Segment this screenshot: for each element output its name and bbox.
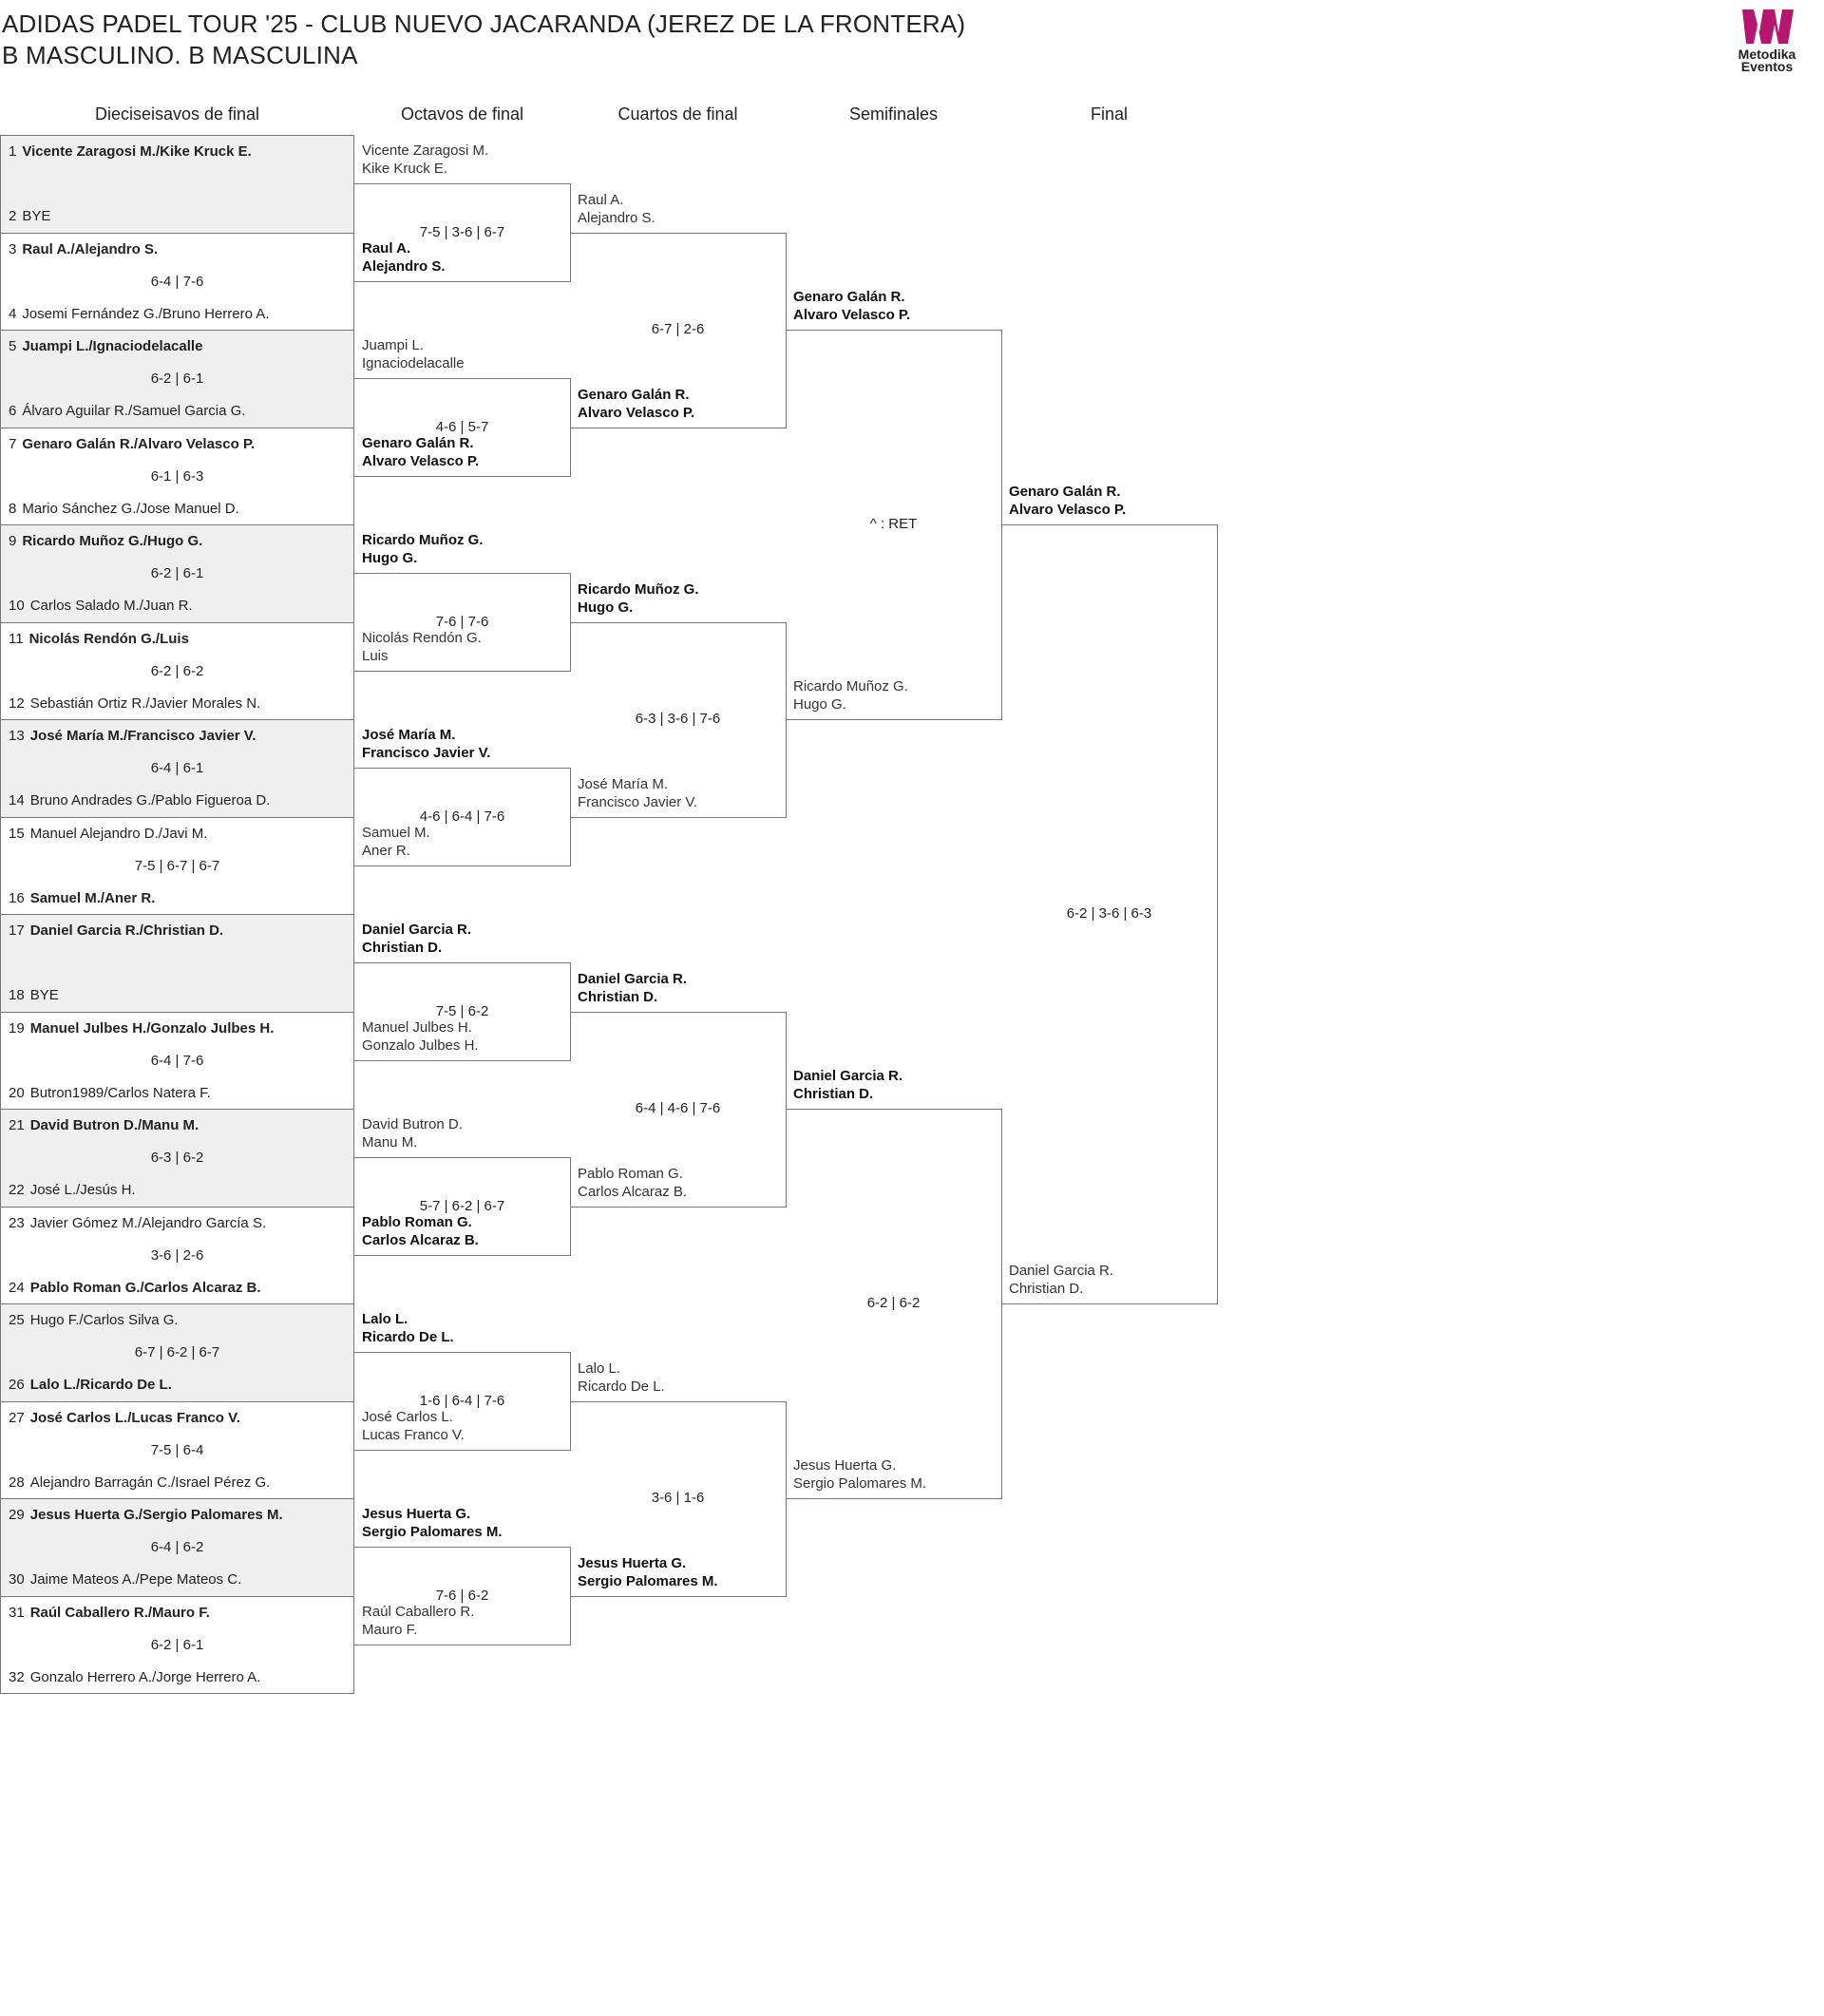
player-name: Genaro Galán R.	[793, 289, 905, 305]
r32-team-bottom	[9, 208, 50, 224]
r32-team-bottom	[9, 1182, 136, 1198]
player-name: Ricardo Muñoz G.	[793, 678, 908, 694]
player-name: Gonzalo Julbes H.	[362, 1037, 479, 1054]
r16-match-score: 7-5 | 6-2	[435, 1002, 489, 1019]
seed-number: 27	[9, 1409, 25, 1426]
r16-team-bottom	[362, 629, 482, 665]
player-name: Kike Kruck E.	[362, 161, 448, 178]
r16-match-score: 1-6 | 6-4 | 7-6	[419, 1392, 505, 1409]
seed-number: 20	[9, 1084, 25, 1101]
seed-number: 16	[9, 889, 25, 906]
r16-match-score: 5-7 | 6-2 | 6-7	[419, 1197, 505, 1214]
r16-match-score: 7-6 | 7-6	[435, 613, 489, 630]
seed-number: 18	[9, 987, 25, 1003]
r32-team-bottom	[9, 1474, 270, 1491]
r16-connector-top	[354, 1157, 570, 1158]
r32-team-top	[9, 826, 207, 842]
r32-team-top	[9, 922, 223, 939]
qf-connector-bottom	[570, 1207, 786, 1208]
seed-number: 25	[9, 1312, 25, 1328]
seed-number: 31	[9, 1604, 25, 1621]
r32-team-top	[9, 1020, 274, 1037]
team-name: Manuel Alejandro D./Javi M.	[29, 825, 208, 842]
player-name: Lucas Franco V.	[362, 1426, 465, 1443]
r16-match-score: 7-6 | 6-2	[435, 1587, 489, 1604]
r32-team-bottom	[9, 1085, 211, 1101]
round-header-sf: Semifinales	[848, 105, 939, 124]
player-name: Sergio Palomares M.	[362, 1524, 503, 1541]
r16-team-bottom	[362, 1408, 465, 1444]
player-name: Christian D.	[362, 940, 443, 957]
player-name: Alvaro Velasco P.	[578, 404, 695, 421]
player-name: Pablo Roman G.	[578, 1165, 683, 1182]
r16-connector-bottom	[354, 671, 570, 672]
r16-connector-top	[354, 573, 570, 574]
team-name: Samuel M./Aner R.	[29, 889, 156, 906]
seed-number: 6	[9, 403, 17, 419]
seed-number: 26	[9, 1377, 25, 1393]
r32-team-top	[9, 1410, 240, 1426]
r16-team-top	[362, 531, 484, 567]
sf-connector-top	[786, 1109, 1001, 1110]
team-name: Juampi L./Ignaciodelacalle	[22, 338, 203, 354]
player-name: Juampi L.	[362, 337, 425, 354]
seed-number: 8	[9, 500, 17, 517]
player-name: Lalo L.	[362, 1311, 408, 1328]
player-name: Hugo G.	[362, 550, 418, 567]
r32-team-top	[9, 143, 252, 160]
r32-team-bottom	[9, 1377, 172, 1393]
qf-connector-top	[570, 233, 786, 234]
r32-match[interactable]	[0, 817, 354, 916]
player-name: Ricardo Muñoz G.	[362, 532, 484, 549]
team-name: BYE	[29, 987, 59, 1003]
r32-team-bottom	[9, 1669, 260, 1685]
r16-team-top	[362, 336, 465, 372]
r16-team-bottom	[362, 239, 446, 276]
seed-number: 28	[9, 1474, 25, 1491]
r32-team-bottom	[9, 501, 239, 517]
player-name: Alvaro Velasco P.	[1009, 502, 1127, 518]
player-name: Christian D.	[793, 1086, 874, 1102]
player-name: Alvaro Velasco P.	[362, 452, 480, 469]
player-name: Daniel Garcia R.	[793, 1068, 903, 1084]
player-name: Genaro Galán R.	[578, 386, 690, 403]
round-header-r32: Dieciseisavos de final	[94, 105, 260, 124]
match-score: 6-3 | 6-2	[150, 1150, 204, 1166]
player-name: Jesus Huerta G.	[362, 1506, 471, 1523]
player-name: Manuel Julbes H.	[362, 1018, 472, 1036]
sf-connector-bottom	[786, 719, 1001, 720]
qf-match-score: 6-3 | 3-6 | 7-6	[635, 711, 721, 727]
player-name: Carlos Alcaraz B.	[578, 1183, 688, 1200]
player-name: Raul A.	[578, 191, 624, 208]
r16-match-score: 4-6 | 5-7	[435, 418, 489, 435]
team-name: Bruno Andrades G./Pablo Figueroa D.	[29, 792, 271, 808]
r16-connector-bottom	[354, 865, 570, 866]
seed-number: 7	[9, 435, 17, 452]
player-name: Vicente Zaragosi M.	[362, 143, 489, 160]
team-name: Carlos Salado M./Juan R.	[29, 598, 193, 614]
r32-match[interactable]	[0, 1596, 354, 1695]
player-name: Ricardo Muñoz G.	[578, 580, 699, 598]
qf-match-score: 6-4 | 4-6 | 7-6	[635, 1100, 721, 1116]
category-title: B MASCULINO. B MASCULINA	[2, 41, 358, 69]
r32-team-top	[9, 1215, 266, 1231]
team-name: David Butron D./Manu M.	[29, 1117, 200, 1133]
seed-number: 19	[9, 1019, 25, 1037]
r32-team-bottom	[9, 403, 245, 419]
r32-team-bottom	[9, 792, 270, 808]
team-name: Genaro Galán R./Alvaro Velasco P.	[22, 435, 256, 452]
player-name: Sergio Palomares M.	[793, 1475, 927, 1492]
final-connector-top	[1001, 524, 1217, 525]
r32-team-top	[9, 631, 189, 647]
qf-connector-top	[570, 1401, 786, 1402]
r32-team-top	[9, 436, 255, 452]
qf-connector-top	[570, 622, 786, 623]
seed-number: 11	[9, 630, 24, 647]
qf-team-top	[578, 580, 699, 617]
final-connector-bottom	[1001, 1303, 1217, 1304]
r32-team-top	[9, 241, 158, 257]
r32-match[interactable]	[0, 622, 354, 721]
player-name: José María M.	[362, 727, 456, 744]
player-name: Daniel Garcia R.	[578, 970, 688, 987]
team-name: Vicente Zaragosi M./Kike Kruck E.	[22, 143, 252, 160]
r16-connector-top	[354, 1352, 570, 1353]
r16-connector-top	[354, 962, 570, 963]
team-name: José María M./Francisco Javier V.	[29, 728, 256, 744]
qf-connector-top	[570, 1012, 786, 1013]
r16-connector-bottom	[354, 1255, 570, 1256]
player-name: Ignaciodelacalle	[362, 355, 465, 372]
team-name: Lalo L./Ricardo De L.	[29, 1377, 172, 1393]
r16-team-top	[362, 1115, 463, 1151]
seed-number: 15	[9, 825, 25, 842]
player-name: Genaro Galán R.	[362, 434, 474, 451]
team-name: Daniel Garcia R./Christian D.	[29, 922, 224, 939]
qf-team-bottom	[578, 775, 697, 811]
seed-number: 2	[9, 208, 17, 224]
r16-team-top	[362, 1505, 503, 1541]
seed-number: 22	[9, 1182, 25, 1198]
seed-number: 13	[9, 728, 25, 744]
seed-number: 29	[9, 1507, 25, 1523]
seed-number: 12	[9, 694, 25, 712]
team-name: Raul A./Alejandro S.	[22, 240, 159, 257]
r32-match[interactable]	[0, 135, 354, 234]
r32-team-bottom	[9, 306, 269, 322]
r32-match[interactable]	[0, 233, 354, 332]
qf-team-top	[578, 970, 687, 1006]
r32-match[interactable]	[0, 914, 354, 1013]
team-name: José Carlos L./Lucas Franco V.	[29, 1409, 240, 1426]
r32-match[interactable]	[0, 330, 354, 428]
match-score: 6-2 | 6-1	[150, 565, 204, 581]
team-name: Josemi Fernández G./Bruno Herrero A.	[22, 305, 270, 322]
sf-connector-bottom	[786, 1498, 1001, 1499]
team-name: Mario Sánchez G./Jose Manuel D.	[22, 500, 239, 517]
r32-match[interactable]	[0, 1012, 354, 1111]
team-name: Álvaro Aguilar R./Samuel Garcia G.	[22, 403, 246, 419]
team-name: Nicolás Rendón G./Luis	[28, 630, 189, 647]
player-name: Francisco Javier V.	[362, 745, 491, 762]
seed-number: 24	[9, 1279, 25, 1296]
final-match-score: 6-2 | 3-6 | 6-3	[1066, 905, 1152, 922]
r16-connector-bottom	[354, 281, 570, 282]
r32-match[interactable]	[0, 719, 354, 818]
team-name: Javier Gómez M./Alejandro García S.	[29, 1214, 267, 1231]
qf-team-bottom	[578, 386, 694, 422]
r32-match[interactable]	[0, 1207, 354, 1305]
logo-text-metodika: Metodika	[1738, 47, 1796, 62]
match-score: 6-2 | 6-2	[150, 662, 204, 679]
r32-team-bottom	[9, 598, 193, 614]
seed-number: 23	[9, 1214, 25, 1231]
qf-team-bottom	[578, 1165, 687, 1201]
player-name: Ricardo De L.	[362, 1329, 454, 1346]
player-name: Jesus Huerta G.	[578, 1554, 687, 1571]
sf-match-score: 6-2 | 6-2	[866, 1295, 921, 1311]
seed-number: 4	[9, 305, 17, 322]
match-score: 6-4 | 7-6	[150, 1052, 204, 1069]
metodika-eventos-logo	[1721, 4, 1813, 72]
sf-team-bottom	[793, 1456, 926, 1493]
player-name: Mauro F.	[362, 1621, 418, 1638]
seed-number: 10	[9, 598, 25, 614]
team-name: Jaime Mateos A./Pepe Mateos C.	[29, 1571, 242, 1588]
match-score: 6-2 | 6-1	[150, 371, 204, 387]
r32-team-bottom	[9, 695, 260, 712]
r32-team-top	[9, 1507, 283, 1523]
seed-number: 3	[9, 240, 17, 257]
player-name: Sergio Palomares M.	[578, 1572, 718, 1589]
sf-team-bottom	[793, 677, 908, 713]
seed-number: 9	[9, 533, 17, 549]
r16-connector-top	[354, 378, 570, 379]
player-name: Jesus Huerta G.	[793, 1457, 897, 1474]
team-name: José L./Jesús H.	[29, 1182, 136, 1198]
team-name: Butron1989/Carlos Natera F.	[29, 1084, 211, 1101]
logo-text-eventos: Eventos	[1740, 59, 1794, 74]
seed-number: 5	[9, 338, 17, 354]
final-connector-vertical	[1217, 524, 1218, 1304]
r32-match[interactable]	[0, 1498, 354, 1597]
player-name: Manu M.	[362, 1134, 418, 1151]
team-name: Sebastián Ortiz R./Javier Morales N.	[29, 694, 261, 712]
team-name: BYE	[22, 208, 51, 224]
match-score: 6-7 | 6-2 | 6-7	[134, 1344, 220, 1360]
r32-match[interactable]	[0, 1303, 354, 1402]
player-name: Carlos Alcaraz B.	[362, 1231, 479, 1248]
qf-team-bottom	[578, 1554, 718, 1590]
r32-match[interactable]	[0, 1109, 354, 1208]
r32-team-bottom	[9, 1571, 241, 1588]
r32-team-top	[9, 533, 202, 549]
r16-team-bottom	[362, 1603, 474, 1639]
player-name: Christian D.	[1009, 1281, 1084, 1297]
qf-connector-bottom	[570, 817, 786, 818]
team-name: Pablo Roman G./Carlos Alcaraz B.	[29, 1279, 261, 1296]
match-score: 6-4 | 7-6	[150, 273, 204, 290]
player-name: Samuel M.	[362, 824, 430, 841]
team-name: Raúl Caballero R./Mauro F.	[29, 1604, 210, 1621]
player-name: Alvaro Velasco P.	[793, 307, 911, 323]
r16-connector-top	[354, 1547, 570, 1548]
sf-match-score: ^ : RET	[869, 516, 918, 532]
seed-number: 1	[9, 143, 17, 160]
player-name: Pablo Roman G.	[362, 1213, 472, 1230]
r16-team-top	[362, 1310, 454, 1346]
player-name: Daniel Garcia R.	[1009, 1263, 1114, 1279]
team-name: Ricardo Muñoz G./Hugo G.	[22, 533, 203, 549]
qf-team-top	[578, 1360, 665, 1396]
sf-connector-top	[786, 330, 1001, 331]
player-name: Alejandro S.	[578, 209, 656, 226]
r32-team-top	[9, 1605, 210, 1621]
r16-connector-bottom	[354, 1060, 570, 1061]
r32-team-bottom	[9, 890, 155, 906]
r32-match[interactable]	[0, 1401, 354, 1500]
seed-number: 21	[9, 1117, 25, 1133]
final-team-top	[1009, 483, 1126, 519]
player-name: Alejandro S.	[362, 257, 446, 275]
r16-match-score: 4-6 | 6-4 | 7-6	[419, 808, 505, 825]
team-name: Manuel Julbes H./Gonzalo Julbes H.	[29, 1019, 275, 1037]
tournament-title: ADIDAS PADEL TOUR '25 - CLUB NUEVO JACARANDA (JEREZ DE LA FRONTERA)	[2, 10, 966, 38]
player-name: David Butron D.	[362, 1116, 463, 1133]
player-name: Ricardo De L.	[578, 1378, 665, 1395]
r16-connector-bottom	[354, 1450, 570, 1451]
team-name: Jesus Huerta G./Sergio Palomares M.	[29, 1507, 283, 1523]
player-name: Genaro Galán R.	[1009, 484, 1121, 500]
match-score: 6-4 | 6-1	[150, 760, 204, 776]
match-score: 6-1 | 6-3	[150, 467, 204, 485]
metodika-logo-icon	[1721, 4, 1813, 48]
r32-team-top	[9, 1312, 179, 1328]
player-name: Aner R.	[362, 842, 410, 859]
r32-team-bottom	[9, 987, 59, 1003]
r16-team-top	[362, 142, 488, 178]
player-name: Francisco Javier V.	[578, 793, 698, 810]
qf-connector-bottom	[570, 1596, 786, 1597]
r32-team-top	[9, 1117, 199, 1133]
r16-connector-bottom	[354, 476, 570, 477]
player-name: Hugo G.	[578, 599, 634, 616]
team-name: Gonzalo Herrero A./Jorge Herrero A.	[29, 1668, 261, 1685]
match-score: 7-5 | 6-7 | 6-7	[134, 857, 220, 874]
team-name: Hugo F./Carlos Silva G.	[29, 1312, 179, 1328]
match-score: 7-5 | 6-4	[150, 1441, 204, 1458]
r16-team-bottom	[362, 1018, 479, 1055]
team-name: Alejandro Barragán C./Israel Pérez G.	[29, 1474, 271, 1491]
player-name: Hugo G.	[793, 696, 846, 713]
seed-number: 32	[9, 1668, 25, 1685]
r16-team-top	[362, 921, 471, 957]
seed-number: 14	[9, 792, 25, 808]
player-name: Raúl Caballero R.	[362, 1603, 475, 1620]
round-header-final: Final	[1090, 105, 1128, 124]
r16-match-score: 7-5 | 3-6 | 6-7	[419, 223, 505, 240]
player-name: Daniel Garcia R.	[362, 922, 472, 939]
r16-team-top	[362, 726, 490, 762]
player-name: Raul A.	[362, 239, 411, 257]
player-name: José Carlos L.	[362, 1408, 453, 1425]
sf-team-top	[793, 1067, 902, 1103]
player-name: Lalo L.	[578, 1360, 621, 1377]
final-team-bottom	[1009, 1262, 1113, 1298]
player-name: José María M.	[578, 775, 669, 792]
player-name: Nicolás Rendón G.	[362, 629, 482, 646]
seed-number: 17	[9, 922, 25, 939]
r32-team-top	[9, 728, 256, 744]
r32-match[interactable]	[0, 428, 354, 526]
sf-team-top	[793, 288, 910, 324]
r16-connector-top	[354, 768, 570, 769]
r16-team-bottom	[362, 824, 430, 860]
r32-team-top	[9, 338, 202, 354]
r16-connector-top	[354, 183, 570, 184]
round-header-r16: Octavos de final	[400, 105, 524, 124]
r32-team-bottom	[9, 1280, 261, 1296]
r32-match[interactable]	[0, 524, 354, 623]
match-score: 3-6 | 2-6	[150, 1246, 204, 1264]
player-name: Christian D.	[578, 988, 658, 1005]
qf-match-score: 3-6 | 1-6	[651, 1490, 705, 1506]
match-score: 6-2 | 6-1	[150, 1636, 204, 1653]
match-score: 6-4 | 6-2	[150, 1539, 204, 1555]
r16-team-bottom	[362, 434, 479, 470]
seed-number: 30	[9, 1571, 25, 1588]
round-header-qf: Cuartos de final	[618, 105, 738, 124]
r16-team-bottom	[362, 1213, 479, 1249]
qf-team-top	[578, 191, 656, 227]
qf-match-score: 6-7 | 2-6	[651, 321, 705, 337]
player-name: Luis	[362, 647, 389, 664]
